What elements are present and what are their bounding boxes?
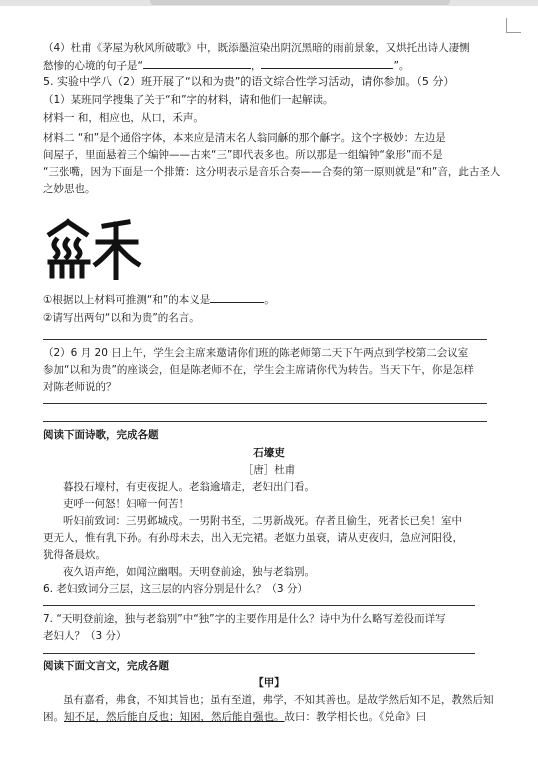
q5-subquestion-2-line2: 参加“以和为贵”的座谈会，但是陈老师不在，学生会主席请你代为转告。当天下午，你是怎样 <box>43 364 474 376</box>
passage-line-2 <box>43 710 426 724</box>
passage-underlined-sentence: 知不足，然后能自反也；知困，然后能自强也。 <box>64 711 285 723</box>
q5-title: 5. 实验中学八（2）班开展了“以和为贵”的语文综合性学习活动，请你参加。（5 分） <box>43 75 455 88</box>
poem-author: ［唐］杜甫 <box>242 464 296 476</box>
poem-line-2: 吏呼一何怒！妇啼一何苦！ <box>63 498 189 510</box>
q5-subquestion-1: （1）某班同学搜集了关于“和”字的材料，请和他们一起解读。 <box>43 94 334 106</box>
q4-answer-blank-1[interactable] <box>143 58 251 69</box>
seal-script-he-character-icon <box>46 218 142 280</box>
material-2-line2: 间屋子，里面悬着三个编钟——古来“三”即代表多也。所以那是一组编钟“象形”而不是 <box>43 149 443 161</box>
poem-line-4: 更无人，惟有乳下孙。有孙母未去，出入无完裙。老妪力虽衰，请从吏夜归，急应河阳役， <box>43 532 463 544</box>
q5-item-1-blank[interactable] <box>210 292 264 303</box>
q4-answer-blank-2[interactable] <box>261 58 393 69</box>
q5-item-1 <box>43 292 275 307</box>
section-heading-poem: 阅读下面诗歌，完成各题 <box>43 429 159 441</box>
material-2-line3: “三张嘴，因为下面是一个排箫：这分明表示是音乐合奏——合奏的第一原则就是“和”音，此古圣人 <box>43 166 501 178</box>
page-corner-mark <box>506 18 521 33</box>
poem-title: 石壕吏 <box>253 447 285 459</box>
q4-line2-end: ”。 <box>393 60 410 72</box>
passage-line-2-start: 困。 <box>43 711 64 723</box>
window-top-shadow <box>150 0 450 5</box>
answer-line[interactable] <box>43 339 487 340</box>
question-6: 6. 老妇致词分三层，这三层的内容分别是什么？（3 分） <box>43 583 308 595</box>
q4-line1: （4）杜甫《茅屋为秋风所破歌》中，既添墨渲染出阴沉黑暗的雨前景象，又烘托出诗人凄恻 <box>43 42 470 54</box>
q4-line2-comma: ， <box>250 60 262 72</box>
q5-subquestion-2-line1: （2）6 月 20 日上午，学生会主席来邀请你们班的陈老师第二天下午两点到学校第二会议室 <box>43 347 469 359</box>
q5-subquestion-2-line3: 对陈老师说的？ <box>43 381 117 393</box>
section-heading-classical: 阅读下面文言文，完成各题 <box>43 660 169 672</box>
answer-line[interactable] <box>43 421 487 422</box>
material-1: 材料一 和，相应也，从口，禾声。 <box>43 112 204 124</box>
material-2-line4: 之妙思也。 <box>43 183 96 195</box>
passage-label: 【甲】 <box>253 677 285 689</box>
poem-line-3: 听妇前致词：三男邺城戍。一男附书至，二男新战死。存者且偷生，死者长已矣！室中 <box>63 515 462 527</box>
answer-line[interactable] <box>43 653 475 654</box>
q5-item-2: ②请写出两句“以和为贵”的名言。 <box>43 312 200 324</box>
q4-line2-prefix: 愁惨的心境的句子是“ <box>43 60 143 72</box>
passage-line-2-end: 故曰：教学相长也。《兑命》曰 <box>284 711 427 723</box>
poem-line-1: 暮投石壕村，有吏夜捉人。老翁逾墙走，老妇出门看。 <box>63 481 315 493</box>
poem-line-5: 犹得备晨炊。 <box>43 549 106 561</box>
poem-line-6: 夜久语声绝，如闻泣幽咽。天明登前途，独与老翁别。 <box>63 566 315 578</box>
answer-line[interactable] <box>43 403 487 404</box>
q4-line2 <box>43 58 409 73</box>
q5-item-1-end: 。 <box>264 294 275 306</box>
question-7-line2: 老妇人？（3 分） <box>43 630 127 642</box>
answer-line[interactable] <box>43 605 475 606</box>
passage-line-1: 虽有嘉肴，弗食，不知其旨也；虽有至道，弗学，不知其善也。是故学然后知不足，教然后知 <box>63 694 494 706</box>
question-7-line1: 7. “天明登前途，独与老翁别”中“独”字的主要作用是什么？诗中为什么略写差役而详写 <box>43 613 446 625</box>
q5-item-1-text: ①根据以上材料可推测“和”的本义是 <box>43 294 211 306</box>
material-2-line1: 材料二 “和”是个通俗字体，本来应是清末名人翁同龢的那个龢字。这个字极妙：左边是 <box>43 132 446 144</box>
